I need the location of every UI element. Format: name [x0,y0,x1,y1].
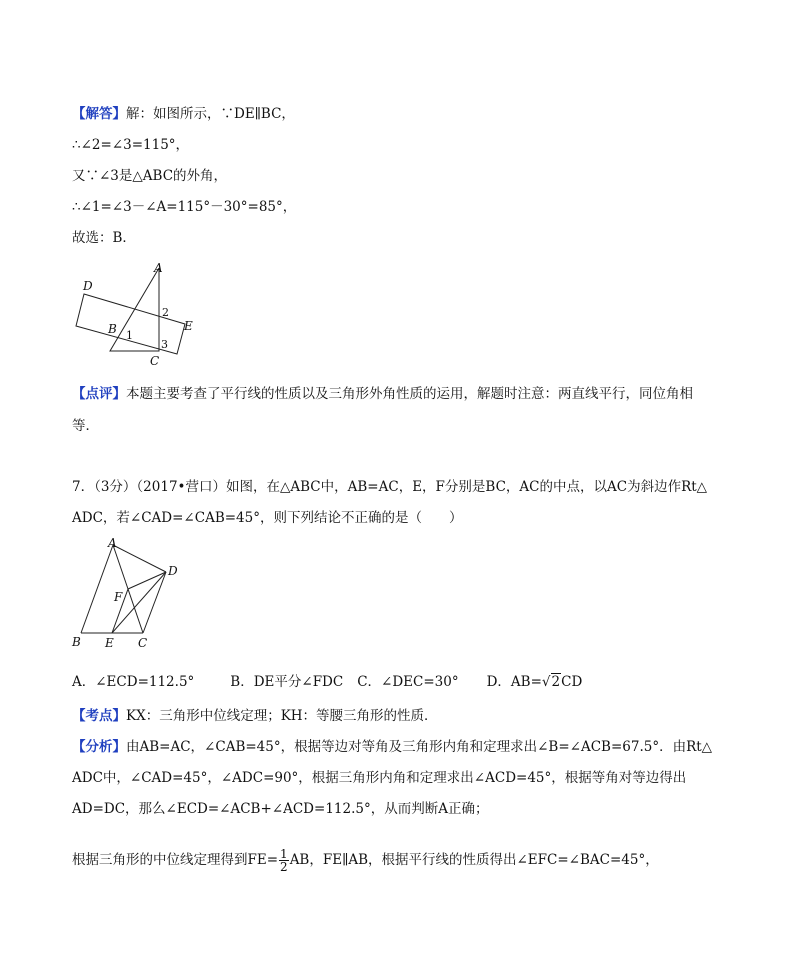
review-line-1 [72,385,693,403]
q7-label-F: F [114,590,123,604]
label-E: E [184,319,193,333]
answer-line-5: 故选：B． [72,230,136,246]
kaodian-line [72,707,438,725]
sqrt-radicand: 2 [551,674,561,690]
q7-label-A: A [108,536,117,550]
option-d-suffix: CD [561,674,583,690]
label-2: 2 [162,306,169,319]
label-D: D [83,279,93,293]
answer-line-3: 又∵∠3是△ABC的外角， [72,168,228,184]
option-b: B．DE平分∠FDC [230,674,344,690]
review-line-2: 等． [72,418,99,434]
label-A: A [154,261,163,275]
label-1: 1 [126,329,133,342]
answer-text-1: 解：如图所示，∵DE∥BC， [126,106,295,122]
sqrt-symbol: √2 [541,674,561,690]
q7-label-C: C [138,636,148,650]
triangle-ABC [110,268,159,351]
option-d [487,674,583,690]
q7-label-D: D [168,564,178,578]
kaodian-text: KX：三角形中位线定理；KH：等腰三角形的性质． [126,708,438,724]
option-c: C．∠DEC=30° [357,674,459,690]
label-3: 3 [161,338,168,351]
fraction-denominator: 2 [280,860,288,874]
fenxi-tag: 【分析】 [72,739,126,755]
answer-line-2: ∴∠2=∠3=115°， [72,137,190,153]
option-a: A．∠ECD=112.5° [72,674,195,690]
q7-label-B: B [72,635,81,649]
fraction-numerator: 1 [280,847,288,861]
answer-tag: 【解答】 [72,106,126,122]
fenxi-text-4-prefix: 根据三角形的中位线定理得到FE= [72,852,279,868]
answer-line-4: ∴∠1=∠3－∠A=115°－30°=85°， [72,199,297,215]
parallel-lines-figure [70,258,200,370]
rectangle-DE [76,294,185,354]
triangle-figure-q7 [68,535,186,653]
answer-line-1 [72,105,295,123]
review-text-1: 本题主要考查了平行线的性质以及三角形外角性质的运用，解题时注意：两直线平行，同位角相 [126,386,693,402]
fraction-one-half [279,848,289,873]
label-C: C [150,354,160,368]
option-d-prefix: D．AB= [486,674,542,690]
fenxi-line-2: ADC中，∠CAD=45°，∠ADC=90°，根据三角形内角和定理求出∠ACD=45°，根据等角对等边得出 [72,770,687,786]
fenxi-line-3: AD=DC，那么∠ECD=∠ACB+∠ACD=112.5°，从而判断A正确； [72,801,489,817]
label-B: B [108,322,117,336]
fenxi-line-1 [72,738,712,756]
fenxi-text-1: 由AB=AC，∠CAB=45°，根据等边对等角及三角形内角和定理求出∠B=∠ACB=67.5°．由Rt△ [126,739,713,755]
q7-stem-line-2: ADC，若∠CAD=∠CAB=45°，则下列结论不正确的是（ ） [72,510,463,526]
q7-label-E: E [105,636,114,650]
review-tag: 【点评】 [72,386,126,402]
q7-stem-line-1: 7．（3分）（2017•营口）如图，在△ABC中，AB=AC，E，F分别是BC，AC的中点，以AC为斜边作Rt△ [72,479,708,495]
q7-options [72,673,582,691]
kaodian-tag: 【考点】 [72,708,126,724]
fenxi-text-4-suffix: AB，FE∥AB，根据平行线的性质得出∠EFC=∠BAC=45°， [289,852,659,868]
fenxi-line-4 [72,848,659,873]
